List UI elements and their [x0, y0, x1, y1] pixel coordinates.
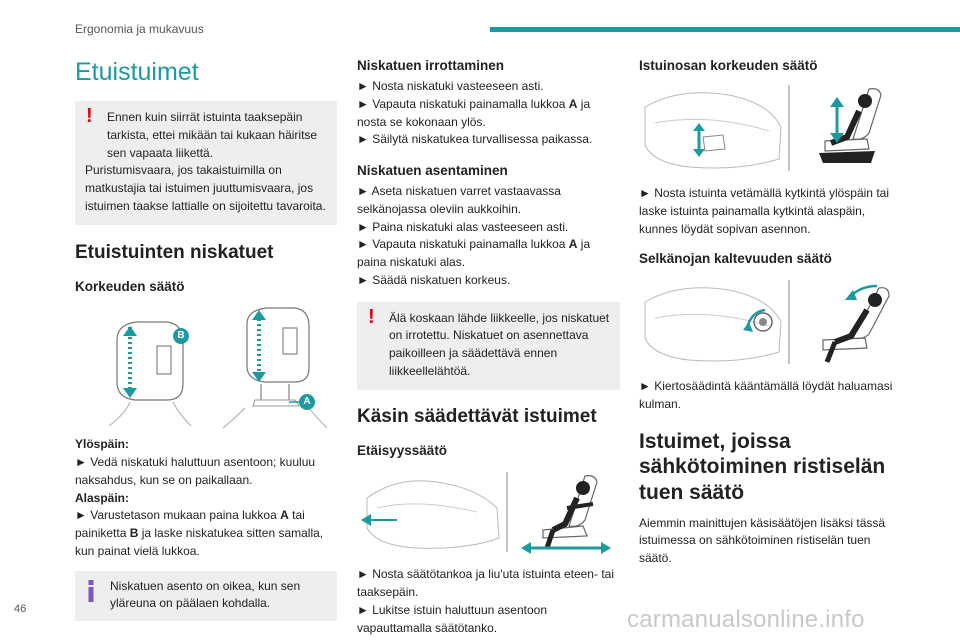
recline-heading: Selkänojan kaltevuuden säätö [639, 251, 832, 267]
remove-heading: Niskatuen irrottaminen [357, 58, 505, 73]
headrests-heading: Etuistuinten niskatuet [75, 241, 274, 263]
info-icon [87, 580, 95, 602]
distance-step-1: ► Nosta säätötankoa ja liu'uta istuinta eteen- tai taaksepäin. [357, 567, 614, 600]
info-box [75, 571, 337, 622]
remove-step-1: ► Nosta niskatuki vasteeseen asti. [357, 79, 544, 93]
up-label: Ylöspäin: [75, 437, 130, 452]
up-instruction: ► Vedä niskatuki haluttuun asentoon; kuuluu naksahdus, kun se on paikallaan. [75, 455, 316, 487]
headrest-drawing [75, 302, 337, 430]
info-text: Niskatuen asento on oikea, kun sen yläreuna on päälaen kohdalla. [110, 578, 301, 611]
install-step-2: ► Paina niskatuki alas vasteeseen asti. [357, 219, 569, 234]
height-adjust-heading: Korkeuden säätö [75, 279, 185, 295]
distance-step-2: ► Lukitse istuin haluttuun asentoon vapauttamalla säätötanko. [357, 602, 548, 635]
recline-drawing [639, 278, 901, 366]
recline-illustration [639, 278, 901, 366]
headrest-illustration [75, 302, 337, 430]
distance-illustration [357, 468, 620, 556]
seat-height-heading: Istuinosan korkeuden säätö [639, 58, 818, 73]
seat-height-illustration [639, 83, 901, 173]
install-heading: Niskatuen asentaminen [357, 163, 508, 178]
column-1 [75, 52, 337, 621]
warning-text-2: Puristumisvaara, jos takaistuimilla on matkustajia tai istuimen juuttumisvaara, jos istuimen taakse lattialle on sijoitettu tavaroita. [85, 163, 326, 213]
warning-box-2 [357, 302, 620, 390]
seat-slide-drawing [357, 468, 620, 556]
seat-height-drawing [639, 83, 901, 173]
install-step-1: ► Aseta niskatuen varret vastaavassa selkänojassa oleviin aukkoihin. [357, 184, 561, 216]
remove-step-3: ► Säilytä niskatukea turvallisessa paikassa. [357, 132, 593, 147]
seat-height-instruction: ► Nosta istuinta vetämällä kytkintä ylöspäin tai laske istuinta painamalla kytkintä alaspäin, kunnes löydät sopivan asennon. [639, 186, 889, 236]
install-step-3: ► Vapauta niskatuki painamalla lukkoa A ja paina niskatuki alas. [357, 237, 591, 269]
page-title: Etuistuimet [75, 58, 199, 86]
down-label: Alaspäin: [75, 490, 130, 505]
warning-text-1: Ennen kuin siirrät istuinta taaksepäin tarkista, ettei mikään tai kukaan häiritse sen vapaata liikettä. [107, 110, 318, 160]
page-number: 46 [14, 603, 27, 615]
remove-step-2: ► Vapauta niskatuki painamalla lukkoa A ja nosta se kokonaan ylös. [357, 96, 591, 129]
warning-box [75, 101, 337, 225]
warning-icon: ! [368, 305, 375, 328]
label-b-badge: B [173, 328, 189, 344]
column-2 [357, 52, 620, 637]
lumbar-heading: Istuimet, joissa sähkötoiminen ristiselän tuen säätö [639, 429, 886, 504]
lumbar-text: Aiemmin mainittujen käsisäätöjen lisäksi tässä istuimessa on sähkötoiminen ristiselän tuen säätö. [639, 515, 886, 566]
warning-icon: ! [86, 105, 93, 127]
distance-heading: Etäisyyssäätö [357, 443, 448, 459]
down-instruction: ► Varustetason mukaan paina lukkoa A tai painiketta B ja laske niskatukea sitten samalla, kun painat vielä lukkoa. [75, 508, 324, 558]
label-a-badge: A [299, 394, 315, 410]
column-3 [639, 52, 901, 568]
install-step-4: ► Säädä niskatuen korkeus. [357, 272, 511, 287]
manual-seats-heading: Käsin säädettävät istuimet [357, 405, 597, 427]
watermark: carmanualsonline.info [627, 606, 865, 633]
header-accent-bar [490, 27, 960, 32]
section-header: Ergonomia ja mukavuus [75, 22, 204, 36]
recline-instruction: ► Kiertosäädintä kääntämällä löydät haluamasi kulman. [639, 379, 893, 411]
warning-text: Älä koskaan lähde liikkeelle, jos niskatuet on irrotettu. Niskatuet on asennettava paikoilleen ja säädettävä ennen liikkeellelähtöä. [389, 310, 610, 378]
